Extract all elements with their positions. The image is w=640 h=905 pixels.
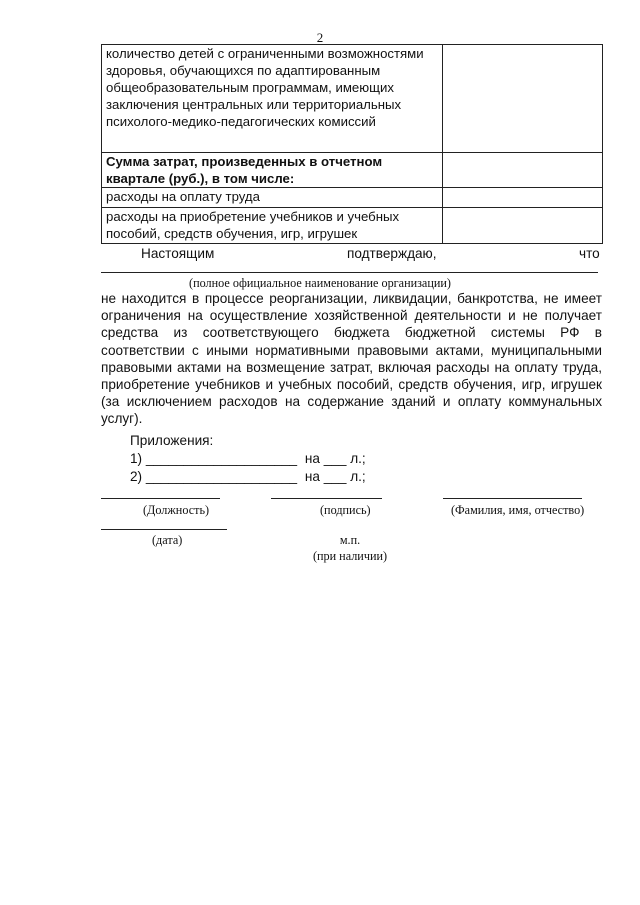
full-name-line bbox=[443, 498, 582, 499]
appendix-blank: ____________________ bbox=[145, 451, 298, 466]
organization-name-line bbox=[101, 272, 598, 273]
confirm-word-2: подтверждаю, bbox=[347, 246, 437, 261]
signature-line bbox=[271, 498, 382, 499]
stamp-label: м.п. bbox=[339, 533, 361, 547]
appendix-na: на bbox=[304, 469, 320, 484]
appendix-na: на bbox=[304, 451, 320, 466]
appendix-sheets-blank: ___ bbox=[323, 469, 347, 484]
appendix-number: 2) bbox=[130, 469, 143, 484]
appendix-number: 1) bbox=[130, 451, 143, 466]
table-row bbox=[102, 188, 603, 208]
position-caption: (Должность) bbox=[143, 503, 210, 517]
table-cell-label: количество детей с ограниченными возможностями здоровья, обучающихся по адаптированным общеобразовательным программам, имеющих заключения центральных или территориальных психолого-медико-педагогических комиссий bbox=[102, 45, 443, 153]
page-number: 2 bbox=[316, 30, 324, 45]
appendix-title: Приложения: bbox=[130, 433, 214, 448]
appendix-item bbox=[130, 469, 366, 484]
table-cell-value bbox=[443, 208, 603, 244]
date-line bbox=[101, 529, 227, 530]
appendix-sheets-label: л.; bbox=[350, 451, 366, 466]
table-cell-label: расходы на оплату труда bbox=[102, 188, 443, 208]
organization-caption: (полное официальное наименование организации) bbox=[189, 276, 451, 290]
statement-paragraph: не находится в процессе реорганизации, ликвидации, банкротства, не имеет ограничения на осуществление хозяйственной деятельности и не получает средства из соответствующего бюджета бюджетной системы РФ в соответствии с иными нормативными правовыми актами, муниципальными правовыми актами на возмещение затрат, включая расходы на оплату труда, приобретение учебников и учебных пособий, средств обучения, игр, игрушек (за исключением расходов на содержание зданий и оплату коммунальных услуг). bbox=[101, 291, 602, 427]
full-name-caption: (Фамилия, имя, отчество) bbox=[451, 503, 585, 517]
table-row bbox=[102, 208, 603, 244]
appendix-sheets-blank: ___ bbox=[323, 451, 347, 466]
appendix-sheets-label: л.; bbox=[350, 469, 366, 484]
stamp-note: (при наличии) bbox=[312, 549, 388, 563]
table-row bbox=[102, 153, 603, 188]
table-cell-value bbox=[443, 188, 603, 208]
confirm-word-3: что bbox=[579, 246, 600, 261]
table-cell-label: Сумма затрат, произведенных в отчетном квартале (руб.), в том числе: bbox=[102, 153, 443, 188]
table-row bbox=[102, 45, 603, 153]
signature-caption: (подпись) bbox=[320, 503, 371, 517]
appendix-item bbox=[130, 451, 366, 466]
appendix-blank: ____________________ bbox=[145, 469, 298, 484]
date-caption: (дата) bbox=[152, 533, 183, 547]
expenses-table bbox=[101, 44, 603, 244]
table-cell-value bbox=[443, 153, 603, 188]
confirm-word-1: Настоящим bbox=[141, 246, 215, 261]
table-cell-value bbox=[443, 45, 603, 153]
position-line bbox=[101, 498, 220, 499]
table-cell-label: расходы на приобретение учебников и учебных пособий, средств обучения, игр, игрушек bbox=[102, 208, 443, 244]
